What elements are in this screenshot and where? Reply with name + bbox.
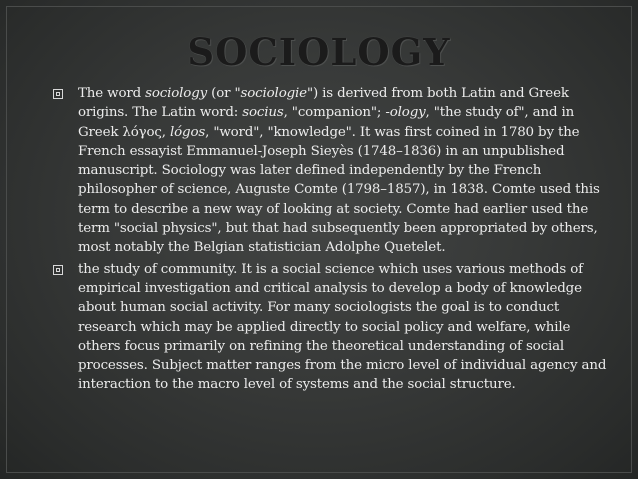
bullet-text (78, 84, 612, 258)
text-run-italic: sociology (145, 86, 208, 101)
square-bullet-icon (46, 84, 78, 99)
bullet-item (46, 84, 612, 258)
text-run-italic: socius (242, 105, 284, 121)
text-run: The word (78, 86, 146, 101)
slide-body (46, 84, 612, 395)
text-run-italic: lógos (170, 124, 206, 140)
text-run: , "companion"; (283, 105, 386, 121)
text-run: , "word", "knowledge". It was first coined in 1780 by the French essayist Emmanuel-Joseph Sieyès (1748–1836) in an unpublished manuscript. Sociology was later defined independently by the French philosopher of science, Auguste Comte (1798–1857), in 1838. Comte used this term to describe a new way of looking at society. Comte had earlier used the term "social physics", but that had subsequently been appropriated by others, most notably the Belgian statistician Adolphe Quetelet. (78, 124, 600, 256)
text-run: , "the study of", and in Greek λόγος, (78, 105, 575, 140)
text-run: ") is derived from both Latin and Greek origins. The Latin word: (78, 86, 569, 121)
text-run: (or " (207, 86, 241, 101)
square-bullet-icon (46, 260, 78, 275)
bullet-text (78, 260, 612, 395)
slide-title: SOCIOLOGY (187, 30, 451, 74)
text-run-italic: sociologie (240, 86, 307, 101)
bullet-item (46, 260, 612, 395)
text-run: the study of community. It is a social science which uses various methods of empirical investigation and critical analysis to develop a body of knowledge about human social activity. For many sociologists the goal is to conduct research which may be applied directly to social policy and welfare, while others focus primarily on refining the theoretical understanding of social processes. Subject matter ranges from the micro level of individual agency and interaction to the macro level of systems and the social structure. (78, 261, 607, 393)
text-run-italic: -ology (385, 105, 426, 121)
